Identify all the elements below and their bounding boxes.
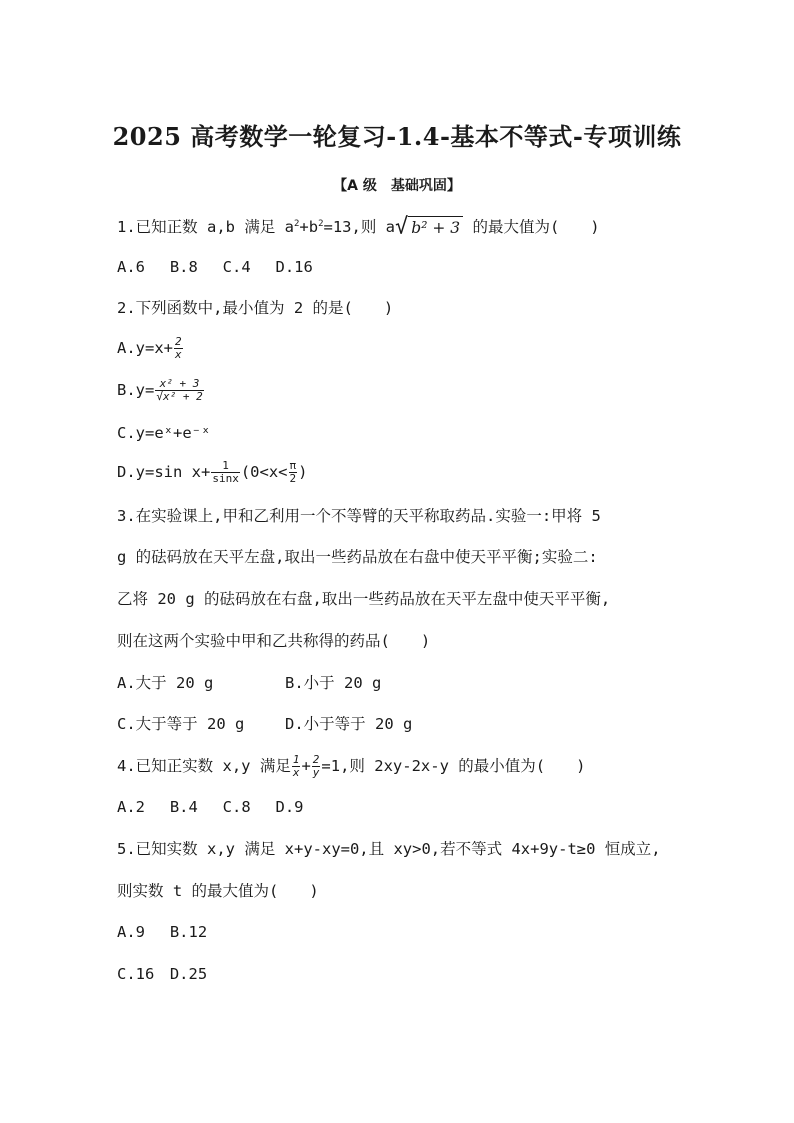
- q4-fraction-1: [292, 754, 301, 779]
- question-3-options-row-2: [117, 713, 412, 735]
- q1-sqrt: √ b² + 3: [395, 216, 463, 239]
- q4-fraction-2: [312, 754, 321, 779]
- q2-a-num: 2: [175, 335, 182, 348]
- q4-text-post: =1,则 2xy-2x-y 的最小值为( ): [321, 757, 586, 775]
- page-title: 2025 高考数学一轮复习-1.4-基本不等式-专项训练: [112, 122, 682, 151]
- q1-exp-2: 2: [318, 219, 324, 229]
- q2-d-num: 1: [211, 460, 240, 473]
- q4-den-2: y: [312, 766, 320, 779]
- question-1-options: A.6 B.8 C.4 D.16: [117, 258, 313, 276]
- q1-text-post: 的最大值为( ): [463, 218, 600, 237]
- q1-radicand: b² + 3: [408, 216, 463, 239]
- question-3-line-2: g 的砝码放在天平左盘,取出一些药品放在右盘中使天平平衡;实验二:: [117, 548, 598, 566]
- q1-text-pre: 1.已知正数 a,b 满足 a: [117, 218, 294, 237]
- question-5-line-2: 则实数 t 的最大值为( ): [117, 882, 319, 900]
- q1-text-mid1: +b: [299, 218, 319, 237]
- q2-d-post: ): [298, 463, 308, 481]
- q2-d-text: D.y=sin x+: [117, 463, 211, 481]
- question-2-stem: 2.下列函数中,最小值为 2 的是( ): [117, 299, 394, 317]
- q2-d-fraction-2: [289, 460, 298, 485]
- question-5-line-1: 5.已知实数 x,y 满足 x+y-xy=0,且 xy>0,若不等式 4x+9y-t≥0 恒成立,: [117, 840, 661, 858]
- q2-d-den2: 2: [289, 472, 297, 485]
- section-heading: 【A 级 基础巩固】: [333, 178, 461, 194]
- q3-option-a: A.大于 20 g: [117, 674, 214, 692]
- q4-plus: +: [301, 757, 311, 775]
- q2-b-fraction: [155, 378, 203, 403]
- q1-exp-1: 2: [294, 219, 300, 229]
- q3-option-d: D.小于等于 20 g: [285, 715, 413, 733]
- q2-a-text: A.y=x+: [117, 339, 173, 357]
- q2-d-num2: π: [289, 459, 297, 472]
- question-3-options-row-1: [117, 672, 381, 694]
- q2-a-den: x: [175, 348, 182, 361]
- q4-text-pre: 4.已知正实数 x,y 满足: [117, 757, 291, 775]
- q2-b-text: B.y=: [117, 381, 155, 399]
- q3-option-b: B.小于 20 g: [285, 674, 382, 692]
- q2-d-mid: (0<x<: [240, 463, 288, 481]
- question-1-stem: [117, 213, 600, 239]
- question-4-options: A.2 B.4 C.8 D.9: [117, 798, 304, 816]
- q2-d-den: sinx: [212, 472, 239, 485]
- question-3-line-3: 乙将 20 g 的砝码放在右盘,取出一些药品放在天平左盘中使天平平衡,: [117, 590, 611, 608]
- q2-option-d: [117, 460, 307, 485]
- question-3-line-4: 则在这两个实验中甲和乙共称得的药品( ): [117, 632, 431, 650]
- q2-d-fraction: [211, 460, 240, 485]
- question-5-options-1: A.9 B.12: [117, 923, 208, 941]
- q2-b-num: x² + 3: [155, 378, 203, 391]
- q4-den-1: x: [292, 766, 300, 779]
- question-5-options-2: C.16 D.25: [117, 965, 208, 983]
- q4-num-2: 2: [312, 753, 320, 766]
- q2-b-den: √x² + 2: [156, 390, 203, 403]
- question-3-line-1: 3.在实验课上,甲和乙利用一个不等臂的天平称取药品.实验一:甲将 5: [117, 507, 601, 525]
- q2-option-b: [117, 378, 205, 403]
- q2-option-c: C.y=eˣ+e⁻ˣ: [117, 424, 211, 442]
- q2-a-fraction: [174, 336, 183, 361]
- q1-text-mid2: =13,则 a: [323, 218, 396, 237]
- question-4-stem: [117, 754, 585, 779]
- q4-num-1: 1: [292, 753, 300, 766]
- q2-option-a: [117, 336, 184, 361]
- q3-option-c: C.大于等于 20 g: [117, 715, 245, 733]
